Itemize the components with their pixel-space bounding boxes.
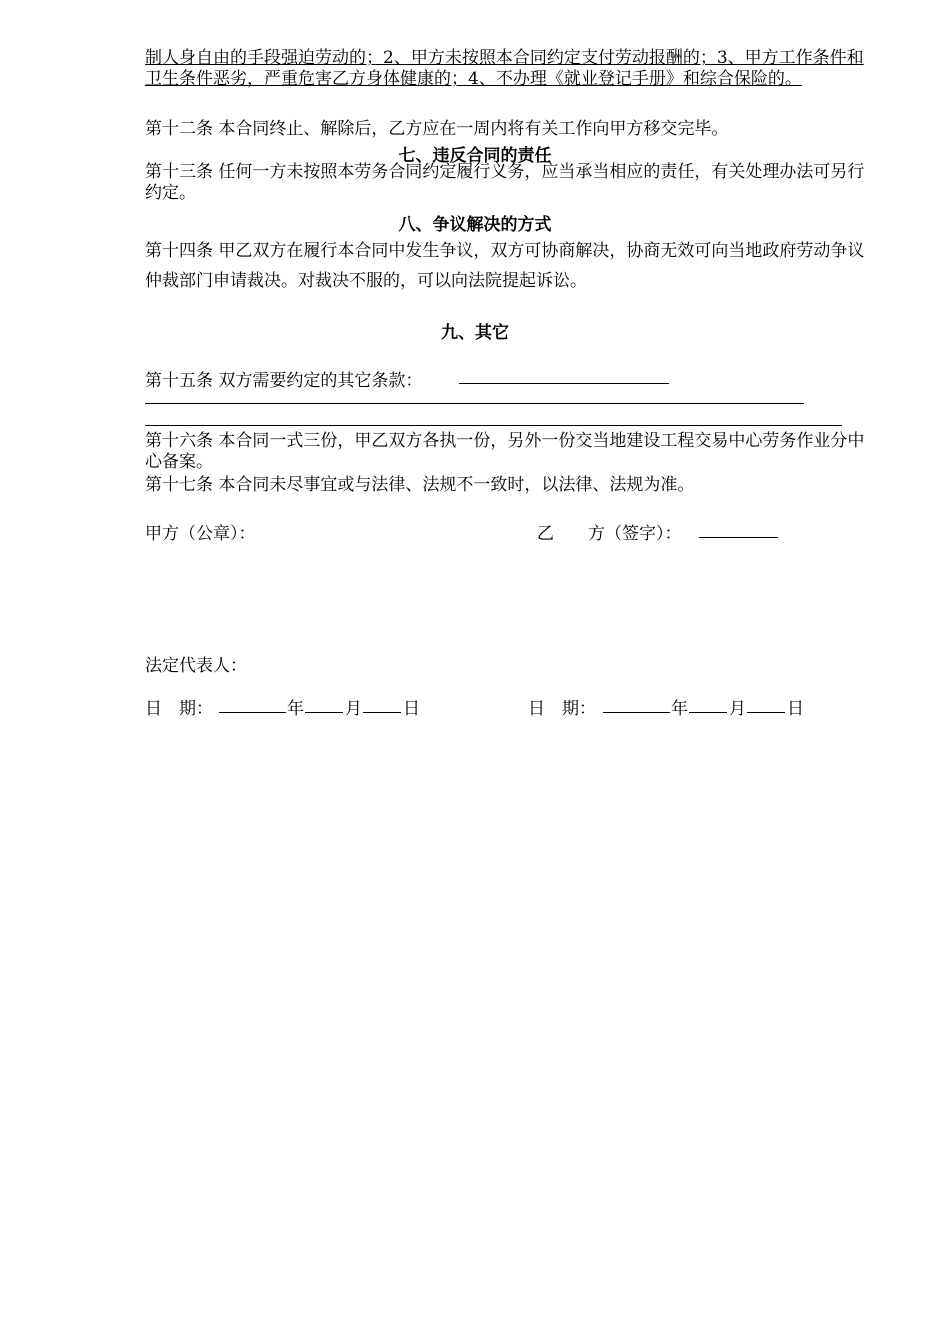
clause-15: 第十五条 双方需要约定的其它条款： [145, 371, 423, 391]
date-a-year-unit: 年 [287, 699, 304, 719]
date-b-day-unit: 日 [787, 699, 804, 719]
date-label-a: 日 期： [145, 699, 213, 719]
clause-15-blank-line-2[interactable] [145, 403, 804, 404]
date-b-year-unit: 年 [671, 699, 688, 719]
clause-17: 第十七条 本合同未尽事宜或与法律、法规不一致时，以法律、法规为准。 [145, 475, 695, 495]
section-7-heading: 七、违反合同的责任 [398, 146, 552, 166]
date-b-month-blank[interactable] [689, 712, 727, 713]
clause-15-blank[interactable] [459, 383, 669, 384]
clause-12: 第十二条 本合同终止、解除后，乙方应在一周内将有关工作向甲方移交完毕。 [145, 119, 729, 139]
date-a-day-blank[interactable] [363, 712, 401, 713]
date-b-day-blank[interactable] [747, 712, 785, 713]
section-9-heading: 九、其它 [441, 323, 509, 343]
date-label-b: 日 期： [528, 699, 596, 719]
date-b-year-blank[interactable] [603, 712, 670, 713]
party-b-signature-label: 乙 方（签字）： [537, 524, 682, 544]
party-a-seal-label: 甲方（公章）： [145, 524, 256, 544]
clause-15-blank-line-3[interactable] [145, 425, 842, 426]
clause-11-tail: 制人身自由的手段强迫劳动的；2、甲方未按照本合同约定支付劳动报酬的；3、甲方工作条件和卫生条件恶劣，严重危害乙方身体健康的；4、不办理《就业登记手册》和综合保险的。 [145, 48, 864, 89]
date-a-day-unit: 日 [403, 699, 420, 719]
date-a-month-unit: 月 [345, 699, 362, 719]
section-8-heading: 八、争议解决的方式 [398, 215, 552, 235]
clause-16: 第十六条 本合同一式三份，甲乙双方各执一份，另外一份交当地建设工程交易中心劳务作业分中心备案。 [145, 431, 865, 472]
clause-13: 第十三条 任何一方未按照本劳务合同约定履行义务，应当承当相应的责任，有关处理办法可另行约定。 [145, 162, 865, 203]
date-a-month-blank[interactable] [305, 712, 343, 713]
legal-representative-label: 法定代表人： [145, 656, 247, 676]
clause-14: 第十四条 甲乙双方在履行本合同中发生争议，双方可协商解决，协商无效可向当地政府劳动争议仲裁部门申请裁决。对裁决不服的，可以向法院提起诉讼。 [145, 241, 865, 291]
date-a-year-blank[interactable] [219, 712, 286, 713]
party-b-signature-blank[interactable] [699, 537, 778, 538]
date-b-month-unit: 月 [729, 699, 746, 719]
